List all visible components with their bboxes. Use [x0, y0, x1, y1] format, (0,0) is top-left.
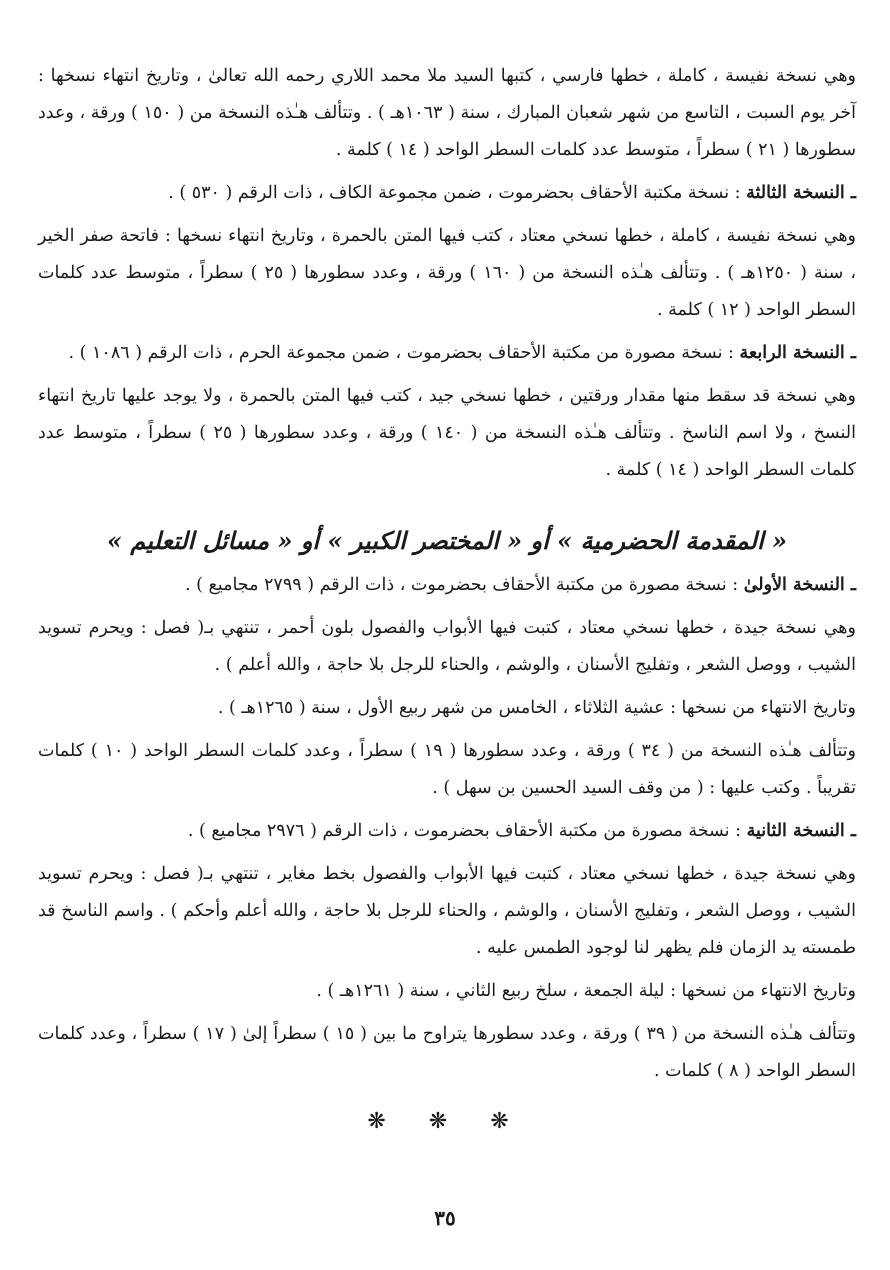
manuscript-descriptions-part-1: [38, 58, 856, 489]
paragraph-text: وهي نسخة جيدة ، خطها نسخي معتاد ، كتبت فيها الأبواب والفصول بخط مغاير ، تنتهي بـ( فصل : ويحرم تسويد الشيب ، ووصل الشعر ، وتفليج الأسنان ، والوشم ، والحناء للرجل بلا حاجة ، والله أعلم وأحكم ) . واسم الناسخ قد طمسته يد الزمان فلم يظهر لنا لوجود الطمس عليه .: [38, 864, 856, 958]
paragraph: [38, 856, 856, 967]
paragraph: [38, 378, 856, 489]
paragraph: [38, 335, 856, 372]
paragraph: [38, 1016, 856, 1090]
paragraph: [38, 973, 856, 1010]
paragraph-text: وهي نسخة قد سقط منها مقدار ورقتين ، خطها نسخي جيد ، كتب فيها المتن بالحمرة ، ولا يوجد عليها تاريخ انتهاء النسخ ، ولا اسم الناسخ . وتتألف هـٰذه النسخة من ( ١٤٠ ) ورقة ، وعدد سطورها ( ٢٥ ) سطراً ، متوسط عدد كلمات السطر الواحد ( ١٤ ) كلمة .: [38, 386, 856, 480]
ornament-divider: ❋ ❋ ❋: [367, 1109, 527, 1134]
paragraph-text: وتاريخ الانتهاء من نسخها : عشية الثلاثاء ، الخامس من شهر ربيع الأول ، سنة ( ١٢٦٥هـ ) .: [217, 698, 856, 718]
paragraph: [38, 690, 856, 727]
paragraph: [38, 175, 856, 212]
manuscript-label: ـ النسخة الأولىٰ: [743, 575, 856, 595]
page-number: ٣٥: [434, 1206, 456, 1230]
paragraph-text: وتتألف هـٰذه النسخة من ( ٣٩ ) ورقة ، وعدد سطورها يتراوح ما بين ( ١٥ ) سطراً إلىٰ ( ١٧ ) سطراً ، وعدد كلمات السطر الواحد ( ٨ ) كلمات .: [38, 1024, 856, 1081]
paragraph: [38, 218, 856, 329]
paragraph: [38, 567, 856, 604]
paragraph-text: : نسخة مكتبة الأحقاف بحضرموت ، ضمن مجموعة الكاف ، ذات الرقم ( ٥٣٠ ) .: [168, 183, 741, 203]
paragraph-text: وهي نسخة نفيسة ، كاملة ، خطها فارسي ، كتبها السيد ملا محمد اللاري رحمه الله تعالىٰ ، وتاريخ انتهاء نسخها : آخر يوم السبت ، التاسع من شهر شعبان المبارك ، سنة ( ١٠٦٣هـ ) . وتتألف هـٰذه النسخة من ( ١٥٠ ) ورقة ، وعدد سطورها ( ٢١ ) سطراً ، متوسط عدد كلمات السطر الواحد ( ١٤ ) كلمة .: [38, 66, 856, 160]
section-heading: « المقدمة الحضرمية » أو « المختصر الكبير » أو « مسائل التعليم »: [107, 526, 787, 555]
paragraph-text: : نسخة مصورة من مكتبة الأحقاف بحضرموت ، ذات الرقم ( ٢٩٧٦ مجاميع ) .: [187, 821, 741, 841]
manuscript-label: ـ النسخة الرابعة: [739, 343, 856, 363]
paragraph-text: : نسخة مصورة من مكتبة الأحقاف بحضرموت ، ضمن مجموعة الحرم ، ذات الرقم ( ١٠٨٦ ) .: [68, 343, 734, 363]
paragraph-text: وهي نسخة جيدة ، خطها نسخي معتاد ، كتبت فيها الأبواب والفصول بلون أحمر ، تنتهي بـ( فصل : ويحرم تسويد الشيب ، ووصل الشعر ، وتفليج الأسنان ، والوشم ، والحناء للرجل بلا حاجة ، والله أعلم ) .: [38, 618, 856, 675]
manuscript-descriptions-part-2: [38, 567, 856, 1090]
paragraph: [38, 58, 856, 169]
paragraph-text: : نسخة مصورة من مكتبة الأحقاف بحضرموت ، ذات الرقم ( ٢٧٩٩ مجاميع ) .: [184, 575, 739, 595]
paragraph-text: وتاريخ الانتهاء من نسخها : ليلة الجمعة ، سلخ ربيع الثاني ، سنة ( ١٢٦١هـ ) .: [316, 981, 856, 1001]
manuscript-label: ـ النسخة الثانية: [746, 821, 856, 841]
paragraph: [38, 813, 856, 850]
document-body: [38, 58, 856, 1142]
paragraph: [38, 733, 856, 807]
paragraph: [38, 610, 856, 684]
manuscript-label: ـ النسخة الثالثة: [746, 183, 856, 203]
paragraph-text: وهي نسخة نفيسة ، كاملة ، خطها نسخي معتاد ، كتب فيها المتن بالحمرة ، وتاريخ انتهاء نسخها : فاتحة صفر الخير ، سنة ( ١٢٥٠هـ ) . وتتألف هـٰذه النسخة من ( ١٦٠ ) ورقة ، وعدد سطورها ( ٢٥ ) سطراً ، متوسط عدد كلمات السطر الواحد ( ١٢ ) كلمة .: [38, 226, 856, 320]
paragraph-text: وتتألف هـٰذه النسخة من ( ٣٤ ) ورقة ، وعدد سطورها ( ١٩ ) سطراً ، وعدد كلمات السطر الواحد ( ١٠ ) كلمات تقريباً . وكتب عليها : ( من وقف السيد الحسين بن سهل ) .: [38, 741, 856, 798]
